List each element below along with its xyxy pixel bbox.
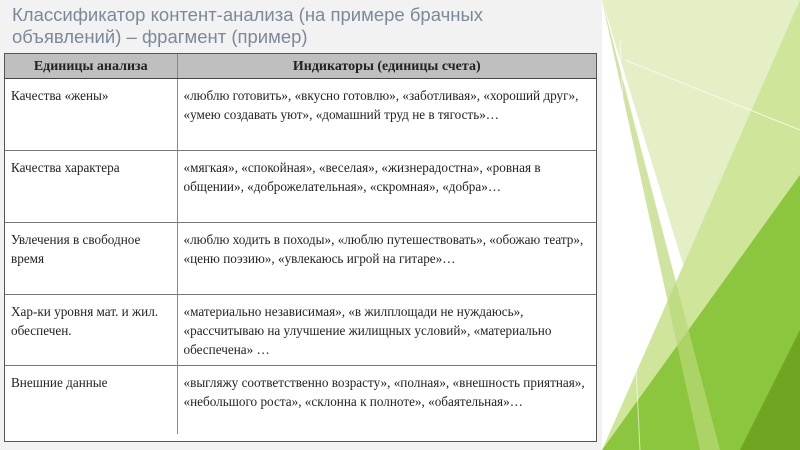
cell-unit: Хар-ки уровня мат. и жил. обеспечен. <box>5 295 177 366</box>
cell-indicators: «люблю ходить в походы», «люблю путешествовать», «обожаю театр», «ценю поэзию», «увлекаюсь игрой на гитаре»… <box>177 223 596 295</box>
cell-unit: Качества характера <box>5 151 177 223</box>
header-indicators: Индикаторы (единицы счета) <box>177 54 596 79</box>
cell-unit: Качества «жены» <box>5 79 177 151</box>
cell-indicators: «мягкая», «спокойная», «веселая», «жизнерадостна», «ровная в общении», «доброжелательная», «скромная», «добра»… <box>177 151 596 223</box>
cell-unit: Внешние данные <box>5 366 177 435</box>
header-units: Единицы анализа <box>5 54 177 79</box>
cell-indicators: «выгляжу соответственно возрасту», «полная», «внешность приятная», «небольшого роста», «склонна к полноте», «обаятельная»… <box>177 366 596 435</box>
slide-title-line-1: Классификатор контент-анализа (на примере брачных <box>12 4 484 25</box>
slide-title-line-2: объявлений) – фрагмент (пример) <box>12 26 308 47</box>
cell-unit: Увлечения в свободное время <box>5 223 177 295</box>
cell-indicators: «люблю готовить», «вкусно готовлю», «заботливая», «хороший друг», «умею создавать уют», «домашний труд не в тягость»… <box>177 79 596 151</box>
cell-indicators: «материально независимая», «в жилплощади не нуждаюсь», «рассчитываю на улучшение жилищных условий», «материально обеспечена» … <box>177 295 596 366</box>
